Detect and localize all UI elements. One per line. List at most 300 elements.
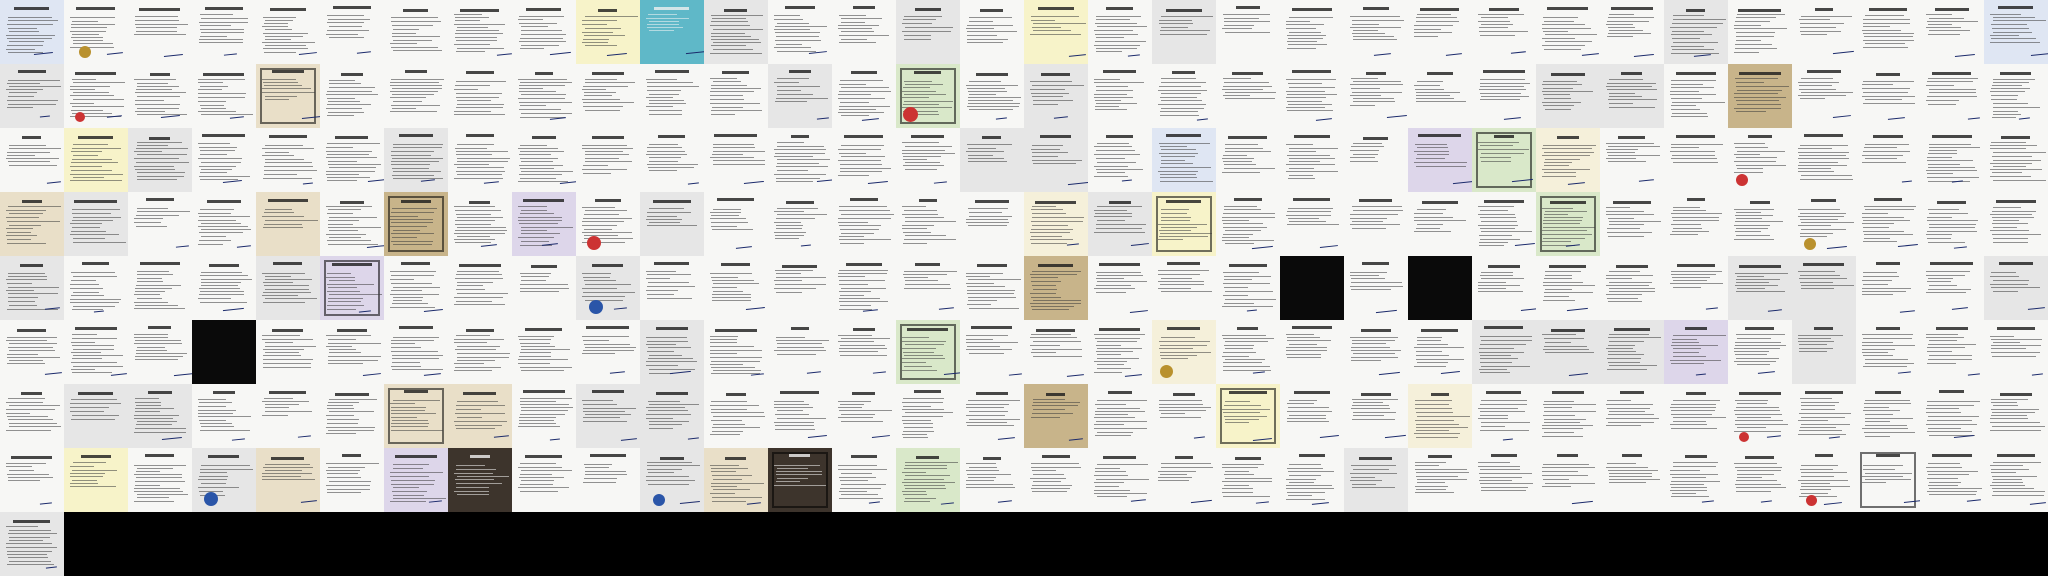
document-thumbnail: [128, 320, 192, 384]
text-line: [265, 407, 289, 408]
document-thumbnail: [320, 0, 384, 64]
text-line: [968, 300, 997, 301]
text-line: [134, 415, 179, 416]
document-heading: [78, 136, 113, 139]
signature: [1385, 435, 1406, 440]
document-heading: [17, 329, 46, 332]
text-line: [199, 216, 250, 217]
text-line: [393, 178, 443, 179]
text-line: [1670, 360, 1721, 361]
text-line: [391, 423, 429, 424]
document-thumbnail: [256, 0, 320, 64]
text-line: [456, 107, 503, 108]
text-line: [137, 347, 165, 348]
text-line: [1352, 221, 1383, 222]
text-line: [712, 431, 743, 432]
text-line: [264, 170, 317, 171]
document-thumbnail: [192, 192, 256, 256]
text-line: [646, 219, 682, 220]
text-line: [1671, 481, 1720, 482]
text-line: [905, 221, 956, 222]
text-line: [1031, 149, 1060, 150]
text-line: [649, 157, 681, 158]
text-line: [456, 487, 489, 488]
text-line: [1161, 217, 1191, 218]
text-line: [1735, 400, 1768, 401]
text-line: [1735, 44, 1772, 45]
text-line: [1865, 418, 1913, 419]
text-line: [521, 45, 559, 46]
text-line: [1926, 100, 1959, 101]
text-line: [390, 294, 439, 295]
text-line: [648, 472, 674, 473]
text-line: [1609, 411, 1645, 412]
text-line: [520, 168, 554, 169]
text-line: [902, 228, 927, 229]
text-line: [1865, 158, 1897, 159]
text-line: [1414, 231, 1451, 232]
text-line: [1289, 344, 1317, 345]
text-line: [1928, 209, 1959, 210]
text-line: [1671, 53, 1719, 54]
document-thumbnail: [896, 0, 960, 64]
text-line: [1609, 341, 1644, 342]
text-line: [1864, 403, 1911, 404]
text-line: [9, 41, 44, 42]
text-line: [134, 79, 176, 80]
text-line: [1862, 84, 1893, 85]
signature: [367, 245, 384, 250]
text-line: [390, 279, 414, 280]
text-line: [1097, 408, 1140, 409]
text-line: [1735, 48, 1777, 49]
document-heading: [150, 73, 170, 76]
text-line: [647, 27, 683, 28]
text-line: [136, 226, 167, 227]
text-line: [968, 91, 1007, 92]
text-line: [1094, 166, 1128, 167]
text-line: [1735, 21, 1770, 22]
document-heading: [653, 200, 691, 203]
text-line: [841, 233, 874, 234]
text-line: [1672, 113, 1707, 114]
text-line: [1607, 152, 1635, 153]
document-thumbnail: [960, 384, 1024, 448]
signature: [1768, 309, 1782, 313]
text-line: [1352, 24, 1379, 25]
text-line: [1863, 272, 1897, 273]
signature: [494, 435, 509, 440]
text-line: [455, 349, 496, 350]
text-line: [1417, 416, 1470, 417]
text-line: [456, 301, 492, 302]
text-line: [9, 350, 55, 351]
text-line: [903, 165, 944, 166]
text-line: [774, 280, 802, 281]
text-line: [1286, 28, 1316, 29]
text-line: [1929, 213, 1968, 214]
text-line: [328, 298, 363, 299]
text-line: [582, 32, 613, 33]
text-line: [774, 422, 814, 423]
signature: [1824, 502, 1842, 507]
text-line: [1800, 233, 1833, 234]
document-thumbnail: [896, 256, 960, 320]
seal-icon: [79, 46, 91, 58]
text-line: [1094, 482, 1124, 483]
text-line: [1415, 486, 1448, 487]
signature: [868, 181, 888, 186]
text-line: [1287, 48, 1316, 49]
text-line: [1671, 105, 1696, 106]
text-line: [1927, 220, 1978, 221]
document-thumbnail: [0, 128, 64, 192]
text-line: [713, 283, 759, 284]
text-line: [1416, 158, 1445, 159]
text-line: [71, 231, 106, 232]
text-line: [905, 465, 947, 466]
document-heading: [523, 199, 564, 202]
text-line: [1286, 488, 1334, 489]
text-line: [902, 214, 938, 215]
signature: [1320, 435, 1339, 440]
text-line: [1417, 14, 1451, 15]
text-line: [521, 161, 553, 162]
text-line: [647, 216, 677, 217]
text-line: [1798, 225, 1831, 226]
text-line: [710, 364, 743, 365]
text-line: [968, 158, 1004, 159]
document-thumbnail: [1280, 384, 1344, 448]
text-line: [1414, 151, 1449, 152]
document-thumbnail: [1280, 256, 1344, 320]
document-heading: [1363, 7, 1389, 10]
text-line: [1928, 278, 1953, 279]
text-line: [1993, 103, 2028, 104]
text-line: [710, 212, 741, 213]
text-line: [71, 280, 96, 281]
text-line: [135, 169, 175, 170]
document-thumbnail: [1920, 192, 1984, 256]
text-line: [1801, 175, 1852, 176]
text-line: [1479, 27, 1508, 28]
text-line: [455, 278, 503, 279]
text-line: [968, 148, 996, 149]
text-line: [1671, 80, 1716, 81]
text-line: [840, 404, 864, 405]
text-line: [201, 18, 248, 19]
text-line: [1223, 295, 1248, 296]
signature: [1374, 53, 1391, 58]
signature: [1955, 54, 1975, 59]
text-line: [328, 343, 381, 344]
text-line: [1544, 152, 1594, 153]
text-line: [1673, 400, 1720, 401]
text-line: [838, 94, 871, 95]
document-heading: [846, 263, 882, 266]
text-line: [135, 481, 185, 482]
text-line: [391, 212, 434, 213]
document-thumbnail: [1984, 64, 2048, 128]
document-thumbnail: [64, 128, 128, 192]
text-line: [1926, 234, 1952, 235]
text-line: [1480, 275, 1513, 276]
text-line: [137, 494, 188, 495]
document-thumbnail: [704, 448, 768, 512]
text-line: [967, 144, 1012, 145]
text-line: [1736, 480, 1777, 481]
text-line: [839, 225, 881, 226]
text-line: [392, 208, 437, 209]
text-line: [327, 477, 361, 478]
text-line: [1289, 400, 1317, 401]
text-line: [1993, 114, 2021, 115]
text-line: [198, 220, 236, 221]
document-thumbnail: [1280, 448, 1344, 512]
text-line: [137, 208, 168, 209]
text-line: [263, 359, 313, 360]
document-thumbnail: [768, 384, 832, 448]
text-line: [1225, 230, 1261, 231]
text-line: [1480, 145, 1513, 146]
text-line: [327, 423, 358, 424]
text-line: [1478, 21, 1510, 22]
text-line: [777, 146, 824, 147]
text-line: [70, 174, 123, 175]
signature: [174, 373, 192, 378]
text-line: [840, 295, 864, 296]
text-line: [391, 340, 434, 341]
text-line: [1351, 465, 1396, 466]
text-line: [134, 418, 173, 419]
text-line: [73, 43, 113, 44]
text-line: [1544, 338, 1584, 339]
text-line: [70, 223, 102, 224]
text-line: [1096, 285, 1131, 286]
text-line: [1222, 158, 1254, 159]
document-heading: [1620, 391, 1644, 394]
document-thumbnail: [1920, 320, 1984, 384]
signature: [303, 182, 313, 186]
text-line: [1222, 306, 1273, 307]
text-line: [455, 17, 489, 18]
text-line: [966, 470, 999, 471]
text-line: [1734, 463, 1777, 464]
text-line: [198, 298, 231, 299]
text-line: [137, 281, 163, 282]
signature: [223, 308, 244, 313]
text-line: [1737, 427, 1766, 428]
text-line: [1223, 283, 1270, 284]
text-line: [1160, 345, 1207, 346]
text-line: [1223, 161, 1252, 162]
text-line: [1928, 34, 1960, 35]
text-line: [1992, 223, 2028, 224]
document-thumbnail: [832, 128, 896, 192]
text-line: [584, 344, 630, 345]
document-heading: [202, 134, 245, 137]
document-heading: [75, 327, 117, 330]
text-line: [1608, 354, 1644, 355]
text-line: [1417, 337, 1442, 338]
text-line: [262, 476, 301, 477]
text-line: [1606, 418, 1659, 419]
text-line: [328, 339, 356, 340]
text-line: [966, 415, 1005, 416]
document-thumbnail: [1408, 64, 1472, 128]
text-line: [1990, 418, 2028, 419]
text-line: [838, 25, 879, 26]
text-line: [265, 152, 289, 153]
text-line: [646, 344, 676, 345]
text-line: [71, 151, 102, 152]
text-line: [1480, 362, 1512, 363]
text-line: [774, 288, 816, 289]
text-line: [392, 108, 416, 109]
text-line: [838, 160, 881, 161]
text-line: [1415, 465, 1439, 466]
text-line: [711, 215, 739, 216]
text-line: [1801, 402, 1839, 403]
text-line: [1798, 171, 1834, 172]
text-line: [1801, 92, 1853, 93]
text-line: [967, 88, 1005, 89]
text-line: [582, 207, 615, 208]
text-line: [1609, 30, 1643, 31]
text-line: [518, 206, 547, 207]
text-line: [1350, 214, 1398, 215]
document-thumbnail: [1920, 128, 1984, 192]
text-line: [1161, 278, 1192, 279]
text-line: [6, 217, 39, 218]
text-line: [1287, 492, 1325, 493]
text-line: [8, 301, 35, 302]
document-thumbnail: [1024, 128, 1088, 192]
text-line: [904, 288, 951, 289]
text-line: [1737, 403, 1767, 404]
text-line: [392, 237, 417, 238]
text-line: [134, 337, 168, 338]
seal-icon: [587, 236, 601, 250]
text-line: [1094, 30, 1133, 31]
text-line: [1671, 404, 1716, 405]
text-line: [712, 229, 753, 230]
text-line: [841, 494, 878, 495]
text-line: [904, 35, 931, 36]
text-line: [647, 351, 674, 352]
text-line: [136, 31, 177, 32]
text-line: [1352, 33, 1385, 34]
document-heading: [1685, 455, 1707, 458]
text-line: [518, 487, 569, 488]
text-line: [200, 275, 248, 276]
text-line: [838, 469, 887, 470]
text-line: [1096, 150, 1135, 151]
signature: [1702, 500, 1714, 504]
text-line: [840, 488, 881, 489]
document-heading: [270, 8, 306, 11]
text-line: [1992, 482, 2023, 483]
document-heading: [1172, 71, 1195, 74]
text-line: [1607, 298, 1638, 299]
text-line: [905, 344, 944, 345]
text-line: [966, 85, 1018, 86]
text-line: [521, 407, 573, 408]
document-thumbnail: [960, 64, 1024, 128]
text-line: [326, 94, 378, 95]
text-line: [904, 479, 944, 480]
text-line: [774, 19, 803, 20]
text-line: [1990, 163, 2032, 164]
text-line: [1543, 81, 1577, 82]
text-line: [263, 367, 311, 368]
signature: [363, 373, 381, 378]
document-heading: [149, 137, 170, 140]
text-line: [1672, 38, 1700, 39]
text-line: [7, 474, 49, 475]
text-line: [1224, 164, 1256, 165]
text-line: [774, 222, 801, 223]
text-line: [329, 411, 374, 412]
document-thumbnail: [1216, 64, 1280, 128]
text-line: [1416, 351, 1442, 352]
text-line: [1095, 468, 1120, 469]
text-line: [1993, 111, 2018, 112]
text-line: [1478, 418, 1508, 419]
text-line: [1223, 155, 1247, 156]
text-line: [200, 423, 232, 424]
text-line: [70, 284, 99, 285]
document-thumbnail: [0, 64, 64, 128]
document-heading: [1421, 329, 1458, 332]
signature: [424, 373, 441, 378]
text-line: [1670, 407, 1716, 408]
text-line: [904, 366, 932, 367]
text-line: [648, 484, 689, 485]
text-line: [711, 483, 764, 484]
text-line: [265, 159, 304, 160]
text-line: [904, 239, 956, 240]
text-line: [1734, 52, 1759, 53]
text-line: [135, 100, 164, 101]
text-line: [1542, 234, 1592, 235]
text-line: [775, 26, 827, 27]
text-line: [1542, 84, 1582, 85]
text-line: [1543, 238, 1585, 239]
text-line: [454, 178, 503, 179]
text-line: [1222, 335, 1266, 336]
text-line: [905, 235, 946, 236]
text-line: [1287, 101, 1322, 102]
text-line: [713, 370, 761, 371]
document-heading: [1491, 454, 1517, 457]
document-thumbnail: [1152, 384, 1216, 448]
text-line: [582, 400, 613, 401]
text-line: [1160, 233, 1212, 234]
text-line: [841, 22, 865, 23]
text-line: [329, 230, 358, 231]
text-line: [1544, 49, 1581, 50]
text-line: [1800, 236, 1827, 237]
text-line: [262, 79, 296, 80]
text-line: [1609, 93, 1635, 94]
text-line: [1928, 167, 1975, 168]
document-thumbnail: [1792, 256, 1856, 320]
text-line: [1414, 347, 1464, 348]
text-line: [519, 356, 551, 357]
text-line: [711, 361, 760, 362]
text-line: [137, 179, 177, 180]
